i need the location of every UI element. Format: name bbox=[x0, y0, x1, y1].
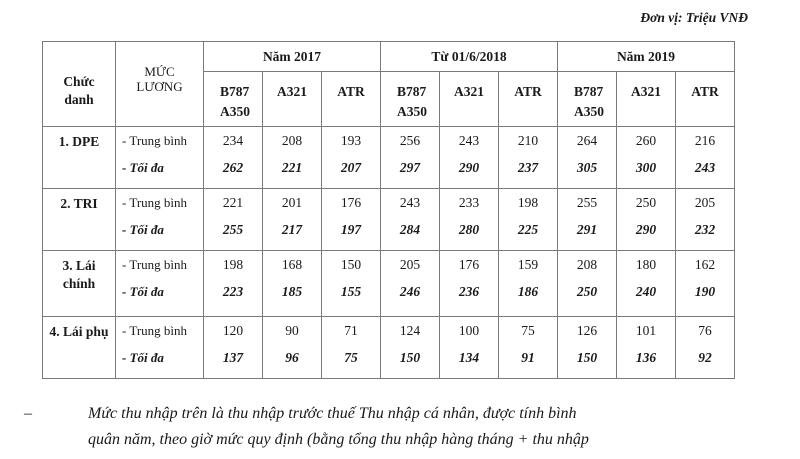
value-cell bbox=[322, 127, 381, 189]
value-cell bbox=[499, 317, 558, 379]
avg-value: 120 bbox=[222, 323, 244, 338]
max-label: - Tối đa bbox=[122, 160, 164, 175]
max-value: 290 bbox=[635, 222, 657, 237]
max-value: 91 bbox=[521, 350, 535, 365]
avg-value: 150 bbox=[340, 257, 362, 272]
value-cell bbox=[499, 189, 558, 251]
avg-value: 159 bbox=[517, 257, 539, 272]
unit-label: Đơn vị: Triệu VNĐ bbox=[640, 10, 748, 25]
avg-value: 233 bbox=[458, 195, 480, 210]
aircraft-header-line: A321 bbox=[277, 84, 307, 99]
period-header: Năm 2017 bbox=[204, 42, 381, 72]
avg-value: 205 bbox=[694, 195, 716, 210]
position-cell bbox=[43, 127, 116, 189]
max-value: 280 bbox=[458, 222, 480, 237]
max-value: 297 bbox=[399, 160, 421, 175]
value-cell bbox=[440, 127, 499, 189]
value-cell bbox=[617, 251, 676, 317]
position-name: 1. DPE bbox=[58, 134, 100, 149]
value-cell bbox=[381, 189, 440, 251]
value-cell bbox=[204, 251, 263, 317]
value-cell bbox=[381, 251, 440, 317]
avg-value: 193 bbox=[340, 133, 362, 148]
max-label: - Tối đa bbox=[122, 284, 164, 299]
max-value: 186 bbox=[517, 284, 539, 299]
max-label: - Tối đa bbox=[122, 222, 164, 237]
avg-value: 124 bbox=[399, 323, 421, 338]
value-cell bbox=[322, 189, 381, 251]
avg-value: 180 bbox=[635, 257, 657, 272]
table-row bbox=[43, 317, 735, 379]
aircraft-header bbox=[381, 72, 440, 127]
max-value: 284 bbox=[399, 222, 421, 237]
avg-value: 264 bbox=[576, 133, 598, 148]
aircraft-header-line: A350 bbox=[220, 104, 250, 119]
max-value: 223 bbox=[222, 284, 244, 299]
aircraft-header-line: A321 bbox=[631, 84, 661, 99]
level-header-line: LƯƠNG bbox=[136, 79, 183, 94]
level-cell bbox=[116, 317, 204, 379]
avg-value: 208 bbox=[281, 133, 303, 148]
aircraft-header bbox=[263, 72, 322, 127]
period-header: Năm 2019 bbox=[558, 42, 735, 72]
avg-value: 256 bbox=[399, 133, 421, 148]
aircraft-header bbox=[617, 72, 676, 127]
max-value: 185 bbox=[281, 284, 303, 299]
position-name: 3. Lái bbox=[62, 258, 96, 273]
value-cell bbox=[263, 189, 322, 251]
max-value: 305 bbox=[576, 160, 598, 175]
level-header-line: MỨC bbox=[144, 64, 175, 79]
position-cell bbox=[43, 189, 116, 251]
max-value: 262 bbox=[222, 160, 244, 175]
salary-table bbox=[42, 41, 735, 379]
avg-value: 176 bbox=[458, 257, 480, 272]
max-value: 255 bbox=[222, 222, 244, 237]
max-value: 197 bbox=[340, 222, 362, 237]
level-cell bbox=[116, 127, 204, 189]
value-cell bbox=[617, 189, 676, 251]
level-header bbox=[116, 42, 204, 127]
position-cell bbox=[43, 317, 116, 379]
avg-value: 221 bbox=[222, 195, 244, 210]
max-value: 236 bbox=[458, 284, 480, 299]
avg-value: 198 bbox=[222, 257, 244, 272]
avg-value: 216 bbox=[694, 133, 716, 148]
period-header: Từ 01/6/2018 bbox=[381, 42, 558, 72]
avg-label: - Trung bình bbox=[122, 257, 188, 272]
position-name: 2. TRI bbox=[60, 196, 98, 211]
footnote bbox=[24, 401, 788, 453]
avg-value: 208 bbox=[576, 257, 598, 272]
avg-value: 101 bbox=[635, 323, 657, 338]
max-value: 237 bbox=[517, 160, 539, 175]
avg-value: 243 bbox=[458, 133, 480, 148]
table-row bbox=[43, 251, 735, 317]
max-value: 290 bbox=[458, 160, 480, 175]
max-value: 207 bbox=[340, 160, 362, 175]
level-cell bbox=[116, 189, 204, 251]
value-cell bbox=[499, 127, 558, 189]
value-cell bbox=[322, 251, 381, 317]
avg-label: - Trung bình bbox=[122, 133, 188, 148]
avg-value: 260 bbox=[635, 133, 657, 148]
aircraft-header-line: A350 bbox=[574, 104, 604, 119]
value-cell bbox=[263, 317, 322, 379]
table-row bbox=[43, 127, 735, 189]
value-cell bbox=[263, 127, 322, 189]
avg-value: 198 bbox=[517, 195, 539, 210]
avg-value: 71 bbox=[344, 323, 358, 338]
avg-label: - Trung bình bbox=[122, 323, 188, 338]
value-cell bbox=[440, 251, 499, 317]
position-cell bbox=[43, 251, 116, 317]
max-value: 155 bbox=[340, 284, 362, 299]
max-value: 136 bbox=[635, 350, 657, 365]
max-value: 250 bbox=[576, 284, 598, 299]
max-value: 246 bbox=[399, 284, 421, 299]
avg-value: 255 bbox=[576, 195, 598, 210]
aircraft-header-line: B787 bbox=[220, 84, 250, 99]
max-value: 137 bbox=[222, 350, 244, 365]
avg-value: 126 bbox=[576, 323, 598, 338]
aircraft-header bbox=[204, 72, 263, 127]
aircraft-header-line: ATR bbox=[337, 84, 365, 99]
avg-value: 201 bbox=[281, 195, 303, 210]
aircraft-header bbox=[440, 72, 499, 127]
aircraft-header bbox=[676, 72, 735, 127]
position-name: chính bbox=[62, 276, 96, 291]
table-row bbox=[43, 189, 735, 251]
position-header-line: Chức bbox=[63, 74, 95, 89]
max-value: 232 bbox=[694, 222, 716, 237]
value-cell bbox=[617, 317, 676, 379]
avg-value: 162 bbox=[694, 257, 716, 272]
avg-value: 168 bbox=[281, 257, 303, 272]
value-cell bbox=[676, 317, 735, 379]
max-value: 190 bbox=[694, 284, 716, 299]
aircraft-header bbox=[499, 72, 558, 127]
max-value: 150 bbox=[576, 350, 598, 365]
value-cell bbox=[204, 317, 263, 379]
value-cell bbox=[676, 127, 735, 189]
position-header bbox=[43, 42, 116, 127]
max-value: 96 bbox=[285, 350, 299, 365]
position-name: 4. Lái phụ bbox=[49, 324, 109, 339]
value-cell bbox=[558, 189, 617, 251]
aircraft-header-line: B787 bbox=[397, 84, 427, 99]
footnote-line: Mức thu nhập trên là thu nhập trước thuế Thu nhập cá nhân, được tính bình bbox=[88, 405, 577, 422]
value-cell bbox=[676, 251, 735, 317]
avg-label: - Trung bình bbox=[122, 195, 188, 210]
max-value: 225 bbox=[517, 222, 539, 237]
footnote-dash: – bbox=[24, 405, 32, 422]
max-value: 243 bbox=[694, 160, 716, 175]
aircraft-header bbox=[322, 72, 381, 127]
max-value: 75 bbox=[344, 350, 358, 365]
avg-value: 205 bbox=[399, 257, 421, 272]
value-cell bbox=[322, 317, 381, 379]
max-value: 92 bbox=[698, 350, 712, 365]
avg-value: 75 bbox=[521, 323, 535, 338]
max-value: 240 bbox=[635, 284, 657, 299]
value-cell bbox=[381, 127, 440, 189]
value-cell bbox=[617, 127, 676, 189]
avg-value: 243 bbox=[399, 195, 421, 210]
max-value: 300 bbox=[635, 160, 657, 175]
avg-value: 176 bbox=[340, 195, 362, 210]
avg-value: 100 bbox=[458, 323, 480, 338]
value-cell bbox=[558, 251, 617, 317]
aircraft-header bbox=[558, 72, 617, 127]
avg-value: 210 bbox=[517, 133, 539, 148]
aircraft-header-line: A321 bbox=[454, 84, 484, 99]
value-cell bbox=[381, 317, 440, 379]
avg-value: 90 bbox=[285, 323, 299, 338]
avg-value: 76 bbox=[698, 323, 712, 338]
position-header-line: danh bbox=[64, 92, 94, 107]
value-cell bbox=[440, 189, 499, 251]
value-cell bbox=[676, 189, 735, 251]
max-value: 134 bbox=[458, 350, 480, 365]
avg-value: 234 bbox=[222, 133, 244, 148]
value-cell bbox=[499, 251, 558, 317]
max-label: - Tối đa bbox=[122, 350, 164, 365]
aircraft-header-line: A350 bbox=[397, 104, 427, 119]
max-value: 217 bbox=[281, 222, 303, 237]
value-cell bbox=[440, 317, 499, 379]
max-value: 291 bbox=[576, 222, 598, 237]
value-cell bbox=[558, 317, 617, 379]
value-cell bbox=[263, 251, 322, 317]
aircraft-header-line: B787 bbox=[574, 84, 604, 99]
aircraft-header-line: ATR bbox=[514, 84, 542, 99]
value-cell bbox=[204, 189, 263, 251]
avg-value: 250 bbox=[635, 195, 657, 210]
value-cell bbox=[204, 127, 263, 189]
max-value: 221 bbox=[281, 160, 303, 175]
footnote-line: quân năm, theo giờ mức quy định (bằng tổng thu nhập hàng tháng + thu nhập bbox=[88, 431, 589, 448]
level-cell bbox=[116, 251, 204, 317]
value-cell bbox=[558, 127, 617, 189]
aircraft-header-line: ATR bbox=[691, 84, 719, 99]
max-value: 150 bbox=[399, 350, 421, 365]
